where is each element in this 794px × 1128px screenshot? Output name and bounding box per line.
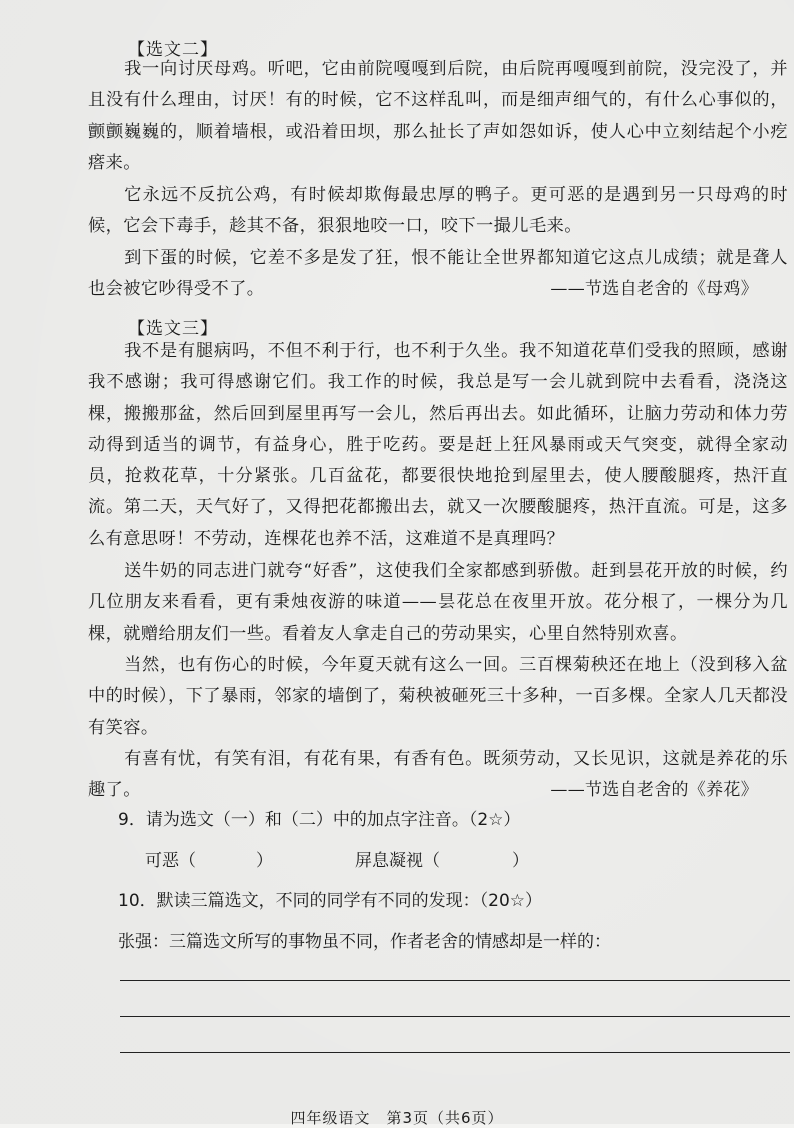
answer-line-2 (120, 1016, 790, 1017)
section3-source: ——节选自老舍的《养花》 (550, 780, 758, 800)
page-footer: 四年级语文 第3页（共6页） (290, 1109, 504, 1127)
answer-line-3 (120, 1052, 790, 1053)
section3-paragraph-4: 有喜有忧，有笑有泪，有花有果，有香有色。既须劳动，又长见识，这就是养花的乐趣了。 (88, 749, 788, 801)
section2-heading: 【选文二】 (128, 40, 218, 60)
q9-word-keewu-close: ） (256, 851, 273, 871)
question-10: 10．默读三篇选文，不同的同学有不同的发现：（20☆） (118, 891, 543, 911)
section3-paragraph-3: 当然，也有伤心的时候，今年夏天就有这么一回。三百棵菊秧还在地上（没到移入盆中的时候），下了暴雨，邻家的墙倒了，菊秧被砸死三十多种，一百多棵。全家人几天都没有笑容。 (88, 655, 788, 738)
section2-paragraph-3: 到下蛋的时候，它差不多是发了狂，恨不能让全世界都知道它这点儿成绩；就是聋人也会被它吵得受不了。 (88, 248, 788, 300)
q9-word-pingxi-label: 屏息凝视（ (355, 851, 440, 871)
q9-word-keewu-label: 可恶（ (145, 851, 196, 871)
section2-source: ——节选自老舍的《母鸡》 (550, 279, 758, 299)
section2-paragraph-2: 它永远不反抗公鸡，有时候却欺侮最忠厚的鸭子。更可恶的是遇到另一只母鸡的时候，它会下毒手，趁其不备，狠狠地咬一口，咬下一撮儿毛来。 (88, 185, 788, 237)
section3-paragraph-2: 送牛奶的同志进门就夸“好香”，这使我们全家都感到骄傲。赶到昙花开放的时候，约几位朋友来看看，更有秉烛夜游的味道——昙花总在夜里开放。花分根了，一棵分为几棵，就赠给朋友们一些。看着友人拿走自己的劳动果实，心里自然特别欢喜。 (88, 561, 788, 644)
section3-paragraph-1: 我不是有腿病吗，不但不利于行，也不利于久坐。我不知道花草们受我的照顾，感谢我不感谢；我可得感谢它们。我工作的时候，我总是写一会儿就到院中去看看，浇浇这棵，搬搬那盆，然后回到屋里再写一会儿，然后再出去。如此循环，让脑力劳动和体力劳动得到适当的调节，有益身心，胜于吃药。要是赶上狂风暴雨或天气突变，就得全家动员，抢救花草，十分紧张。几百盆花，都要很快地抢到屋里去，使人腰酸腿疼，热汗直流。第二天，天气好了，又得把花都搬出去，就又一次腰酸腿疼，热汗直流。可是，这多么有意思呀！不劳动，连棵花也养不活，这难道不是真理吗？ (88, 341, 788, 549)
question-9: 9．请为选文（一）和（二）中的加点字注音。（2☆） (118, 810, 521, 830)
section3-heading: 【选文三】 (128, 319, 218, 339)
q10-zhangqiang-prompt: 张强：三篇选文所写的事物虽不同，作者老舍的情感却是一样的： (118, 932, 611, 952)
section2-paragraph-1: 我一向讨厌母鸡。听吧，它由前院嘎嘎到后院，由后院再嘎嘎到前院，没完没了，并且没有什么理由，讨厌！有的时候，它不这样乱叫，而是细声细气的，有什么心事似的，颤颤巍巍的，顺着墙根，或沿着田坝，那么扯长了声如怨如诉，使人心中立刻结起个小疙瘩来。 (88, 59, 788, 173)
answer-line-1 (120, 980, 790, 981)
q9-word-pingxi-close: ） (512, 851, 529, 871)
